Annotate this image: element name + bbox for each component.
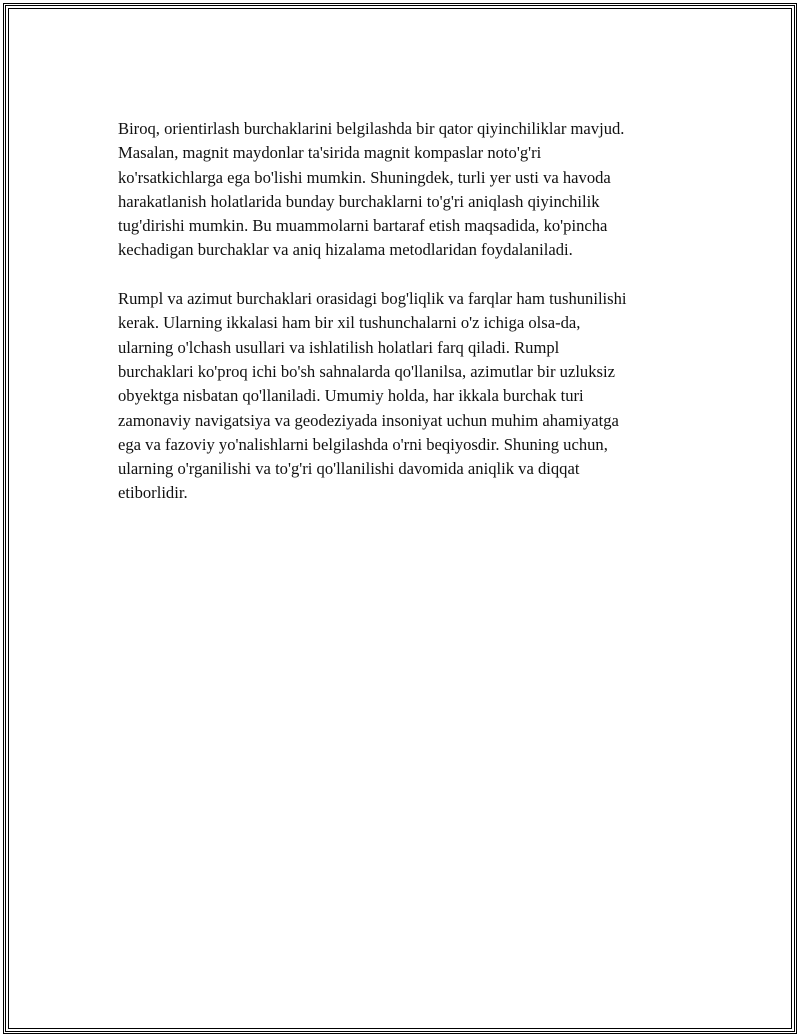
paragraph-1: Biroq, orientirlash burchaklarini belgilashda bir qator qiyinchiliklar mavjud. Masalan, magnit maydonlar ta'sirida magnit kompaslar noto'g'ri ko'rsatkichlarga ega bo'lishi mumkin. Shuningdek, turli yer usti va havoda harakatlanish holatlarida bunday burchaklarni to'g'ri aniqlash qiyinchilik tug'dirishi mumkin. Bu muammolarni bartaraf etish maqsadida, ko'pincha kechadigan burchaklar va aniq hizalama metodlaridan foydalaniladi. xyxy=(118,119,625,260)
document-body xyxy=(118,117,690,506)
paragraph-2: Rumpl va azimut burchaklari orasidagi bog'liqlik va farqlar ham tushunilishi kerak. Ularning ikkalasi ham bir xil tushunchalarni o'z ichiga olsa-da, ularning o'lchash usullari va ishlatilish holatlari farq qiladi. Rumpl burchaklari ko'proq ichi bo'sh sahnalarda qo'llanilsa, azimutlar bir uzluksiz obyektga nisbatan qo'llaniladi. Umumiy holda, har ikkala burchak turi zamonaviy navigatsiya va geodeziyada insoniyat uchun muhim ahamiyatga ega va fazoviy yo'nalishlarni belgilashda o'rni beqiyosdir. Shuning uchun, ularning o'rganilishi va to'g'ri qo'llanilishi davomida aniqlik va diqqat etiborlidir. xyxy=(118,289,627,503)
